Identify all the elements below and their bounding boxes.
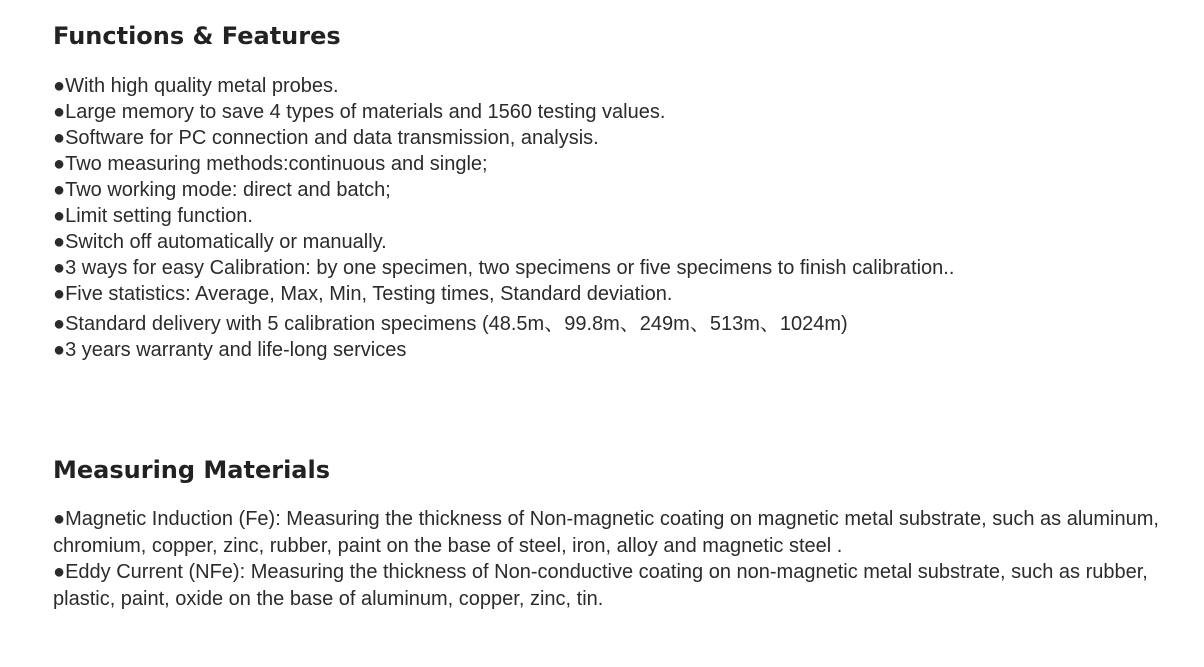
- list-item: ●Large memory to save 4 types of materials and 1560 testing values.: [53, 101, 666, 123]
- list-item: ●Eddy Current (NFe): Measuring the thickness of Non-conductive coating on non-magnetic metal substrate, such as rubber, plastic, paint, oxide on the base of aluminum, copper, zinc, tin.: [53, 561, 1148, 610]
- measuring-materials-heading: Measuring Materials: [53, 456, 331, 484]
- list-item: ●Limit setting function.: [53, 205, 253, 227]
- list-item: ●Switch off automatically or manually.: [53, 231, 387, 253]
- list-item: ●Standard delivery with 5 calibration specimens (48.5m、99.8m、249m、513m、1024m): [53, 313, 848, 335]
- bullet-icon: ●: [53, 283, 66, 305]
- bullet-icon: ●: [53, 205, 66, 227]
- list-item: ●Software for PC connection and data transmission, analysis.: [53, 127, 599, 149]
- bullet-icon: ●: [53, 231, 66, 253]
- list-item: ●Five statistics: Average, Max, Min, Testing times, Standard deviation.: [53, 283, 673, 305]
- list-item: ●Two measuring methods:continuous and single;: [53, 153, 488, 175]
- bullet-icon: ●: [53, 257, 66, 279]
- functions-features-heading: Functions & Features: [53, 22, 341, 50]
- materials-list: [53, 506, 1163, 612]
- list-item: ●With high quality metal probes.: [53, 75, 339, 97]
- list-item: ●Magnetic Induction (Fe): Measuring the thickness of Non-magnetic coating on magnetic metal substrate, such as aluminum, chromium, copper, zinc, rubber, paint on the base of steel, iron, alloy and magnetic steel .: [53, 508, 1159, 557]
- bullet-icon: ●: [53, 313, 66, 335]
- list-item: ●Two working mode: direct and batch;: [53, 179, 391, 201]
- bullet-icon: ●: [53, 75, 66, 97]
- bullet-icon: ●: [53, 153, 66, 175]
- list-item: ●3 ways for easy Calibration: by one specimen, two specimens or five specimens to finish calibration..: [53, 257, 955, 279]
- bullet-icon: ●: [53, 561, 66, 583]
- bullet-icon: ●: [53, 127, 66, 149]
- bullet-icon: ●: [53, 179, 66, 201]
- features-list: [53, 73, 1163, 363]
- list-item: ●3 years warranty and life-long services: [53, 339, 407, 361]
- bullet-icon: ●: [53, 339, 66, 361]
- bullet-icon: ●: [53, 101, 66, 123]
- measuring-materials-section: [53, 454, 1163, 612]
- bullet-icon: ●: [53, 508, 66, 530]
- functions-features-section: [53, 20, 1163, 363]
